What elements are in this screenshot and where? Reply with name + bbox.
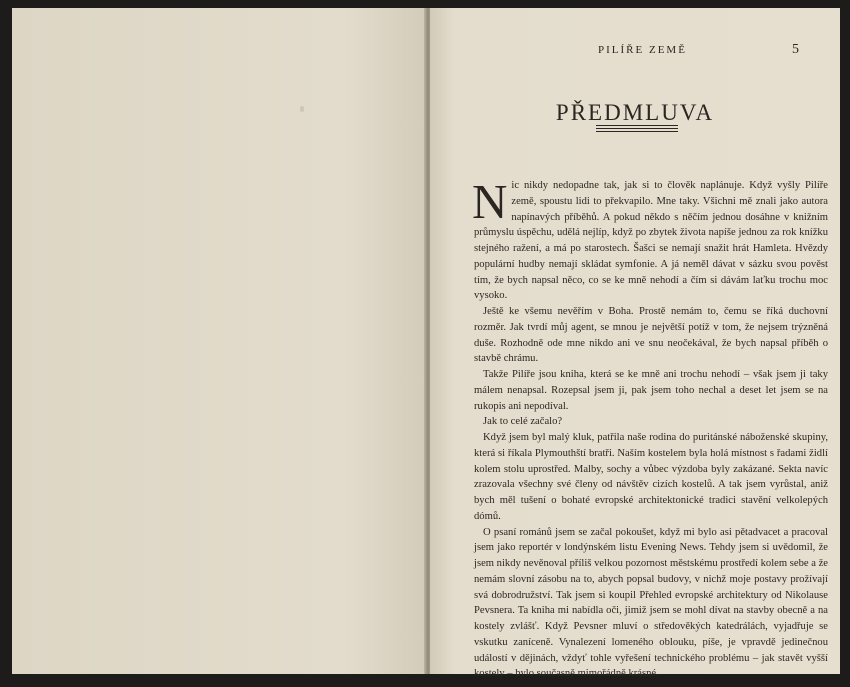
page-number: 5 [792, 42, 799, 57]
title-rule-3 [596, 131, 678, 132]
chapter-title: PŘEDMLUVA [555, 100, 715, 125]
paragraph: Takže Pilíře jsou kniha, která se ke mně ani trochu nehodí – však jsem ji taky málem nenapsal. Rozepsal jsem ji, pak jsem toho nechal a deset let jsem se na rukopis ani nepodíval. [474, 369, 828, 412]
title-rule-1 [596, 125, 678, 126]
paragraph [472, 174, 828, 304]
paragraph: Když jsem byl malý kluk, patřila naše rodina do puritánské náboženské skupiny, která si říkala Plymouthští bratři. Naším kostelem byla holá místnost s řadami židlí kolem stolu uprostřed. Malby, sochy a vůbec výzdoba byly zakázané. Sekta navíc zrazovala všechny své členy od návštěv cizích kostelů. A tak jsem vyrůstal, aniž bych měl tušení o bohaté evropské architektonické tradici stavění velkolepých dómů. [474, 432, 828, 522]
page-blemish [300, 106, 304, 112]
paragraph-text: ic nikdy nedopadne tak, jak si to člověk naplánuje. Když vyšly Pilíře země, spoustu lidi to překvapilo. Mne taky. Všichni mě znali jako autora napínavých příběhů. A pokud někdo s něčím jednou dosáhne v knižním průmyslu úspěchu, udělá nejlíp, když po zbytek života napíše jednou za rok knížku stejného ražení, a má po starostech. Šašci se nemají snažit hrát Hamleta. Hvězdy populární hudby nemají skládat symfonie. A já neměl dávat v sázku svou pověst tím, že bych napsal něco, co se ke mně nehodí a čím si dávám laťku trochu moc vysoko. [474, 180, 828, 302]
left-page [12, 8, 426, 674]
drop-cap: N [472, 174, 508, 229]
paragraph: Ještě ke všemu nevěřím v Boha. Prostě nemám to, čemu se říká duchovní rozměr. Jak tvrdí můj agent, se mnou je největší potíž v tom, že nejsem trýzněná duše. Rozhodně ode mne nikdo ani ve snu neočekával, že bych napsal příběh o stavbě chrámu. [474, 306, 828, 365]
title-rule-2 [596, 128, 678, 129]
right-page [430, 8, 840, 680]
running-head: PILÍŘE ZEMĚ [598, 44, 687, 56]
body-text [472, 174, 828, 682]
paragraph: Jak to celé začalo? [483, 416, 563, 428]
paragraph: O psaní románů jsem se začal pokoušet, když mi bylo asi pětadvacet a pracoval jsem jako reportér v londýnském listu Evening News. Tehdy jsem si uvědomil, že jsem nikdy nevěnoval příliš velkou pozornost městskému prostředí kolem sebe a že nemám slovní zásobu na to, abych popsal budovy, v nichž moje postavy prožívají svá dobrodružství. Tak jsem si koupil Přehled evropské architektury od Nikolause Pevsnera. Ta kniha mi nabídla oči, jimiž jsem se mohl dívat na stavby obecně a na kostely zvlášť. Když Pevsner mluví o středověkých katedrálách, vyjadřuje se vskutku zaníceně. Vynalezení lomeného oblouku, píše, je vpravdě jedinečnou událostí v dějinách, vždyť tohle vyřešení technického problému – jak stavět vyšší kostely – bylo současně mimořádně krásné. [474, 526, 828, 680]
